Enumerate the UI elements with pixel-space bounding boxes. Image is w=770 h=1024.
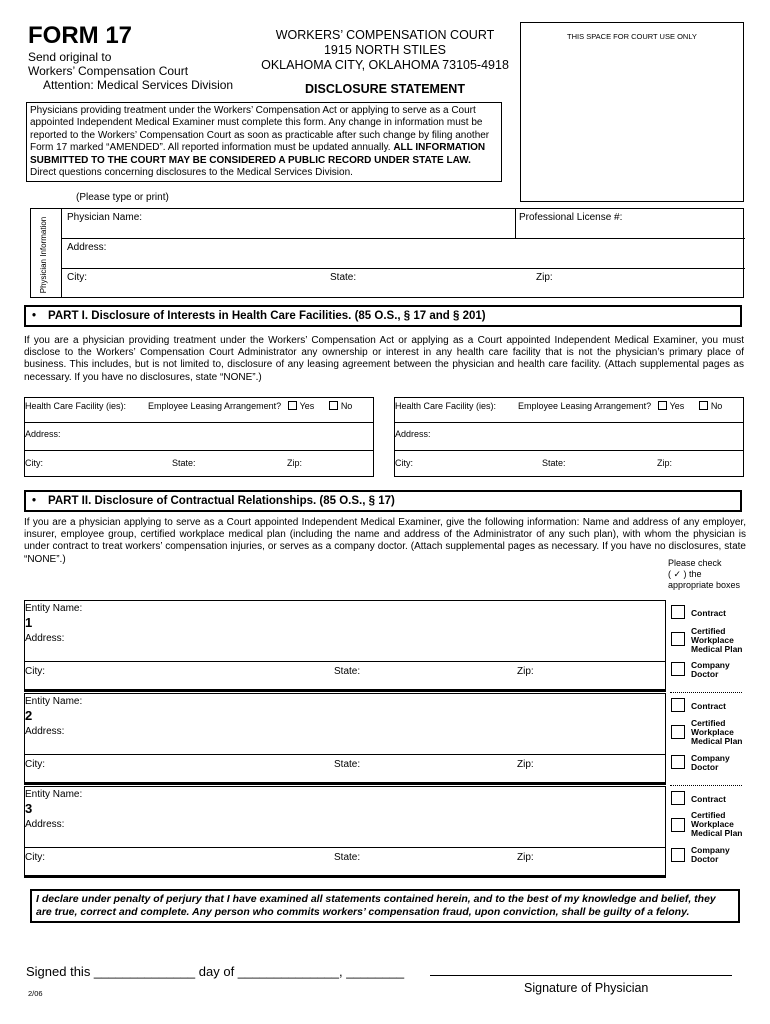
leasing-yes-checkbox[interactable] [288,401,297,410]
company-doctor-label: Company Doctor [691,845,730,864]
license-field[interactable]: Professional License #: [519,212,623,223]
contract-label: Contract [691,608,726,618]
physician-state-field[interactable]: State: [330,272,357,283]
entity-box-2 [24,693,666,785]
no-label: No [710,401,723,411]
check-note-line: ( ✓ ) the [668,569,702,579]
yes-label: Yes [669,401,685,411]
cwmp-label: Certified Workplace Medical Plan [691,718,743,746]
entity-address-field[interactable]: Address: [25,633,65,644]
leasing-label: Employee Leasing Arrangement? [148,401,282,411]
intro-box [26,102,502,182]
physician-city-field[interactable]: City: [67,272,87,283]
entity-box-3 [24,786,666,878]
contract-checkbox-1[interactable] [671,605,685,619]
facility-address-field[interactable]: Address: [25,429,61,439]
cwmp-checkbox-1[interactable] [671,632,685,646]
signature-label: Signature of Physician [524,981,649,995]
entity-zip-field[interactable]: Zip: [517,759,534,770]
court-name: WORKERS’ COMPENSATION COURT [275,28,495,42]
facility-zip-field[interactable]: Zip: [657,458,673,468]
entity-city-field[interactable]: City: [25,666,45,677]
facility-state-field[interactable]: State: [172,458,196,468]
contract-label: Contract [691,794,726,804]
leasing-no-checkbox[interactable] [699,401,708,410]
entity-state-field[interactable]: State: [334,852,361,863]
part2-header [24,490,742,512]
physician-address-field[interactable]: Address: [67,242,107,253]
check-note [668,558,740,591]
send-line: Workers’ Compensation Court [28,64,189,78]
physician-zip-field[interactable]: Zip: [536,272,553,283]
entity-city-field[interactable]: City: [25,852,45,863]
entity-number: 1 [25,615,33,630]
perjury-declaration: I declare under penalty of perjury that I have examined all statements contained herein, and to the best of my knowledge and belief, they are true, correct and complete. Any person who commits workers’ compensation fraud, upon conviction, shall be guilty of a felony. [30,889,740,923]
entity-address-field[interactable]: Address: [25,726,65,737]
entity-city-field[interactable]: City: [25,759,45,770]
document-title: DISCLOSURE STATEMENT [305,82,465,96]
leasing-question [518,400,722,412]
check-note-line: Please check [668,558,722,568]
cwmp-label: Certified Workplace Medical Plan [691,626,743,654]
part2-instructions: If you are a physician applying to serve as a Court appointed Independent Medical Examiner, give the following information: Name and address of any employer, insurer, employee group, certified workplace medical plan (including the name and address of the Administrator of any such plan), with whom the physician is under contract to treat workers’ compensation injuries, or serves as a company doctor. (Attach supplemental pages as necessary. If you have no disclosures, state “NONE”.) [24,517,746,565]
part2-title: PART II. Disclosure of Contractual Relationships. (85 O.S., § 17) [48,495,395,507]
company-doctor-label: Company Doctor [691,753,730,772]
intro-text: Physicians providing treatment under the Workers’ Compensation Act or applying to serve as a Court appointed Independent Medical Examiner must complete this form. Any change in information must be reported to the Workers’ Compensation Court as soon as practicable after such change by filing another Form 17 marked “AMENDED”. All reported information must be updated annually. [30,105,490,154]
facility-name-field[interactable]: Health Care Facility (ies): [25,401,127,411]
entity-number: 2 [25,708,33,723]
type-or-print-note: (Please type or print) [76,192,169,203]
entity-state-field[interactable]: State: [334,666,361,677]
leasing-no-checkbox[interactable] [329,401,338,410]
entity-zip-field[interactable]: Zip: [517,852,534,863]
entity-zip-field[interactable]: Zip: [517,666,534,677]
signed-date-line[interactable]: Signed this ______________ day of ______________, ________ [26,964,405,979]
leasing-yes-checkbox[interactable] [658,401,667,410]
entity-state-field[interactable]: State: [334,759,361,770]
send-instructions [28,50,233,92]
court-use-box [520,22,744,202]
signature-line[interactable] [430,975,732,976]
leasing-question [148,400,352,412]
facility-box-left [24,397,374,477]
physician-info-box [30,208,744,298]
entity-box-1 [24,600,666,692]
send-line: Attention: Medical Services Division [43,78,234,92]
facility-address-field[interactable]: Address: [395,429,431,439]
leasing-label: Employee Leasing Arrangement? [518,401,652,411]
court-use-label: THIS SPACE FOR COURT USE ONLY [567,32,697,41]
part1-title: PART I. Disclosure of Interests in Health Care Facilities. (85 O.S., § 17 and § 201) [48,310,486,322]
entity-name-field[interactable]: Entity Name: [25,603,83,614]
contract-checkbox-3[interactable] [671,791,685,805]
facility-box-right [394,397,744,477]
company-doctor-checkbox-3[interactable] [671,848,685,862]
court-address [255,28,515,73]
entity-address-field[interactable]: Address: [25,819,65,830]
entity-name-field[interactable]: Entity Name: [25,789,83,800]
form-title: FORM 17 [28,22,133,49]
facility-zip-field[interactable]: Zip: [287,458,303,468]
part1-instructions: If you are a physician providing treatment under the Workers’ Compensation Act or applying as a Court appointed Independent Medical Examiner, you must disclose to the Workers’ Compensation Court Administrator any ownership or interest in any health care facility that is not the physician’s primary place of business. This includes, but is not limited to, disclosure of any leasing agreement between the physician and health care facility. (Attach supplemental pages as necessary. If you have no disclosures, state “NONE”.) [24,335,744,383]
intro-public-record: ALL INFORMATION SUBMITTED TO THE COURT MAY BE CONSIDERED A PUBLIC RECORD UNDER STATE LAW. [30,142,486,166]
cwmp-checkbox-2[interactable] [671,725,685,739]
contract-checkbox-2[interactable] [671,698,685,712]
part1-header [24,305,742,327]
court-city: OKLAHOMA CITY, OKLAHOMA 73105-4918 [261,58,509,72]
cwmp-label: Certified Workplace Medical Plan [691,810,743,838]
revision-date: 2/06 [28,989,43,998]
part2-bullet: • [32,495,37,507]
company-doctor-checkbox-2[interactable] [671,755,685,769]
physician-name-field[interactable]: Physician Name: [67,212,143,223]
facility-city-field[interactable]: City: [25,458,43,468]
contract-label: Contract [691,701,726,711]
entity-name-field[interactable]: Entity Name: [25,696,83,707]
yes-label: Yes [299,401,315,411]
check-note-line: appropriate boxes [668,580,741,590]
cwmp-checkbox-3[interactable] [671,818,685,832]
send-line: Send original to [28,50,112,64]
entity-number: 3 [25,801,33,816]
no-label: No [340,401,353,411]
facility-name-field[interactable]: Health Care Facility (ies): [395,401,497,411]
company-doctor-checkbox-1[interactable] [671,662,685,676]
company-doctor-label: Company Doctor [691,660,730,679]
physician-info-side-label: Physician Information [38,216,48,294]
court-street: 1915 NORTH STILES [323,43,447,57]
facility-city-field[interactable]: City: [395,458,413,468]
facility-state-field[interactable]: State: [542,458,566,468]
part1-bullet: • [32,310,37,322]
intro-tail: Direct questions concerning disclosures to the Medical Services Division. [30,167,353,179]
